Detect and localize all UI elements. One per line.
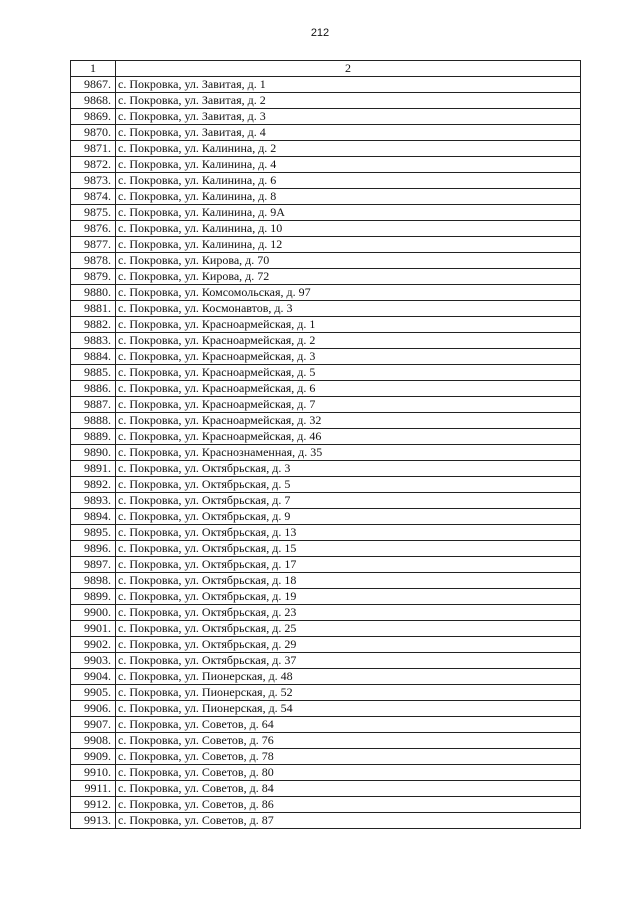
table-row bbox=[71, 557, 581, 573]
row-number-cell: 9875. bbox=[71, 205, 116, 221]
address-cell: с. Покровка, ул. Красноармейская, д. 6 bbox=[116, 381, 581, 397]
address-cell: с. Покровка, ул. Октябрьская, д. 15 bbox=[116, 541, 581, 557]
table-row bbox=[71, 349, 581, 365]
column-header-number: 1 bbox=[71, 61, 116, 77]
address-cell: с. Покровка, ул. Пионерская, д. 54 bbox=[116, 701, 581, 717]
table-row bbox=[71, 189, 581, 205]
table-row bbox=[71, 797, 581, 813]
table-row bbox=[71, 157, 581, 173]
address-cell: с. Покровка, ул. Комсомольская, д. 97 bbox=[116, 285, 581, 301]
table-row bbox=[71, 205, 581, 221]
table-row bbox=[71, 765, 581, 781]
address-cell: с. Покровка, ул. Октябрьская, д. 13 bbox=[116, 525, 581, 541]
row-number-cell: 9911. bbox=[71, 781, 116, 797]
address-cell: с. Покровка, ул. Красноармейская, д. 1 bbox=[116, 317, 581, 333]
table-row bbox=[71, 669, 581, 685]
column-header-address: 2 bbox=[116, 61, 581, 77]
address-cell: с. Покровка, ул. Краснознаменная, д. 35 bbox=[116, 445, 581, 461]
address-cell: с. Покровка, ул. Советов, д. 64 bbox=[116, 717, 581, 733]
row-number-cell: 9913. bbox=[71, 813, 116, 829]
table-row bbox=[71, 397, 581, 413]
row-number-cell: 9874. bbox=[71, 189, 116, 205]
row-number-cell: 9912. bbox=[71, 797, 116, 813]
table-row bbox=[71, 717, 581, 733]
address-cell: с. Покровка, ул. Красноармейская, д. 7 bbox=[116, 397, 581, 413]
table-row bbox=[71, 173, 581, 189]
row-number-cell: 9892. bbox=[71, 477, 116, 493]
address-cell: с. Покровка, ул. Калинина, д. 9А bbox=[116, 205, 581, 221]
address-cell: с. Покровка, ул. Калинина, д. 12 bbox=[116, 237, 581, 253]
table-row bbox=[71, 621, 581, 637]
table-row bbox=[71, 541, 581, 557]
row-number-cell: 9877. bbox=[71, 237, 116, 253]
table-row bbox=[71, 589, 581, 605]
row-number-cell: 9871. bbox=[71, 141, 116, 157]
table-row bbox=[71, 605, 581, 621]
address-cell: с. Покровка, ул. Калинина, д. 6 bbox=[116, 173, 581, 189]
address-cell: с. Покровка, ул. Красноармейская, д. 5 bbox=[116, 365, 581, 381]
address-cell: с. Покровка, ул. Красноармейская, д. 3 bbox=[116, 349, 581, 365]
address-cell: с. Покровка, ул. Советов, д. 78 bbox=[116, 749, 581, 765]
row-number-cell: 9869. bbox=[71, 109, 116, 125]
table-row bbox=[71, 749, 581, 765]
address-cell: с. Покровка, ул. Калинина, д. 2 bbox=[116, 141, 581, 157]
table-row bbox=[71, 413, 581, 429]
table-header-row bbox=[71, 61, 581, 77]
address-cell: с. Покровка, ул. Октябрьская, д. 9 bbox=[116, 509, 581, 525]
table-row bbox=[71, 285, 581, 301]
table-row bbox=[71, 461, 581, 477]
table-row bbox=[71, 237, 581, 253]
table-row bbox=[71, 813, 581, 829]
row-number-cell: 9903. bbox=[71, 653, 116, 669]
address-cell: с. Покровка, ул. Завитая, д. 1 bbox=[116, 77, 581, 93]
address-cell: с. Покровка, ул. Завитая, д. 4 bbox=[116, 125, 581, 141]
table-row bbox=[71, 733, 581, 749]
row-number-cell: 9900. bbox=[71, 605, 116, 621]
address-cell: с. Покровка, ул. Октябрьская, д. 5 bbox=[116, 477, 581, 493]
row-number-cell: 9905. bbox=[71, 685, 116, 701]
table-row bbox=[71, 781, 581, 797]
table-row bbox=[71, 653, 581, 669]
address-cell: с. Покровка, ул. Пионерская, д. 52 bbox=[116, 685, 581, 701]
address-register-table bbox=[70, 60, 581, 829]
table-row bbox=[71, 637, 581, 653]
row-number-cell: 9897. bbox=[71, 557, 116, 573]
row-number-cell: 9878. bbox=[71, 253, 116, 269]
row-number-cell: 9889. bbox=[71, 429, 116, 445]
row-number-cell: 9885. bbox=[71, 365, 116, 381]
row-number-cell: 9884. bbox=[71, 349, 116, 365]
address-cell: с. Покровка, ул. Октябрьская, д. 18 bbox=[116, 573, 581, 589]
row-number-cell: 9893. bbox=[71, 493, 116, 509]
address-cell: с. Покровка, ул. Красноармейская, д. 32 bbox=[116, 413, 581, 429]
address-cell: с. Покровка, ул. Октябрьская, д. 7 bbox=[116, 493, 581, 509]
row-number-cell: 9879. bbox=[71, 269, 116, 285]
address-cell: с. Покровка, ул. Октябрьская, д. 19 bbox=[116, 589, 581, 605]
table-body bbox=[71, 77, 581, 829]
table-row bbox=[71, 573, 581, 589]
row-number-cell: 9907. bbox=[71, 717, 116, 733]
table-row bbox=[71, 301, 581, 317]
row-number-cell: 9882. bbox=[71, 317, 116, 333]
table-row bbox=[71, 701, 581, 717]
row-number-cell: 9870. bbox=[71, 125, 116, 141]
table-row bbox=[71, 317, 581, 333]
table-row bbox=[71, 493, 581, 509]
table-row bbox=[71, 253, 581, 269]
row-number-cell: 9906. bbox=[71, 701, 116, 717]
row-number-cell: 9872. bbox=[71, 157, 116, 173]
row-number-cell: 9873. bbox=[71, 173, 116, 189]
table-row bbox=[71, 93, 581, 109]
table-row bbox=[71, 109, 581, 125]
row-number-cell: 9904. bbox=[71, 669, 116, 685]
row-number-cell: 9883. bbox=[71, 333, 116, 349]
row-number-cell: 9891. bbox=[71, 461, 116, 477]
row-number-cell: 9910. bbox=[71, 765, 116, 781]
table-row bbox=[71, 333, 581, 349]
address-cell: с. Покровка, ул. Октябрьская, д. 23 bbox=[116, 605, 581, 621]
address-cell: с. Покровка, ул. Кирова, д. 72 bbox=[116, 269, 581, 285]
table-row bbox=[71, 685, 581, 701]
table-row bbox=[71, 429, 581, 445]
address-cell: с. Покровка, ул. Красноармейская, д. 2 bbox=[116, 333, 581, 349]
address-cell: с. Покровка, ул. Октябрьская, д. 25 bbox=[116, 621, 581, 637]
address-cell: с. Покровка, ул. Красноармейская, д. 46 bbox=[116, 429, 581, 445]
row-number-cell: 9898. bbox=[71, 573, 116, 589]
address-cell: с. Покровка, ул. Калинина, д. 4 bbox=[116, 157, 581, 173]
row-number-cell: 9887. bbox=[71, 397, 116, 413]
row-number-cell: 9868. bbox=[71, 93, 116, 109]
address-cell: с. Покровка, ул. Советов, д. 84 bbox=[116, 781, 581, 797]
address-cell: с. Покровка, ул. Калинина, д. 8 bbox=[116, 189, 581, 205]
row-number-cell: 9909. bbox=[71, 749, 116, 765]
table-row bbox=[71, 509, 581, 525]
page-number: 212 bbox=[310, 27, 330, 39]
table-row bbox=[71, 525, 581, 541]
table-row bbox=[71, 381, 581, 397]
row-number-cell: 9901. bbox=[71, 621, 116, 637]
row-number-cell: 9881. bbox=[71, 301, 116, 317]
table-row bbox=[71, 125, 581, 141]
address-cell: с. Покровка, ул. Октябрьская, д. 29 bbox=[116, 637, 581, 653]
row-number-cell: 9896. bbox=[71, 541, 116, 557]
row-number-cell: 9895. bbox=[71, 525, 116, 541]
row-number-cell: 9876. bbox=[71, 221, 116, 237]
address-cell: с. Покровка, ул. Октябрьская, д. 37 bbox=[116, 653, 581, 669]
address-cell: с. Покровка, ул. Космонавтов, д. 3 bbox=[116, 301, 581, 317]
table-row bbox=[71, 269, 581, 285]
row-number-cell: 9890. bbox=[71, 445, 116, 461]
address-cell: с. Покровка, ул. Завитая, д. 2 bbox=[116, 93, 581, 109]
address-cell: с. Покровка, ул. Завитая, д. 3 bbox=[116, 109, 581, 125]
address-cell: с. Покровка, ул. Пионерская, д. 48 bbox=[116, 669, 581, 685]
row-number-cell: 9888. bbox=[71, 413, 116, 429]
row-number-cell: 9880. bbox=[71, 285, 116, 301]
table-row bbox=[71, 445, 581, 461]
row-number-cell: 9899. bbox=[71, 589, 116, 605]
table-row bbox=[71, 141, 581, 157]
address-cell: с. Покровка, ул. Кирова, д. 70 bbox=[116, 253, 581, 269]
row-number-cell: 9867. bbox=[71, 77, 116, 93]
address-cell: с. Покровка, ул. Октябрьская, д. 17 bbox=[116, 557, 581, 573]
address-cell: с. Покровка, ул. Октябрьская, д. 3 bbox=[116, 461, 581, 477]
address-cell: с. Покровка, ул. Советов, д. 86 bbox=[116, 797, 581, 813]
table-row bbox=[71, 477, 581, 493]
address-cell: с. Покровка, ул. Советов, д. 80 bbox=[116, 765, 581, 781]
table-row bbox=[71, 221, 581, 237]
table-row bbox=[71, 365, 581, 381]
row-number-cell: 9908. bbox=[71, 733, 116, 749]
row-number-cell: 9902. bbox=[71, 637, 116, 653]
address-cell: с. Покровка, ул. Советов, д. 76 bbox=[116, 733, 581, 749]
row-number-cell: 9886. bbox=[71, 381, 116, 397]
address-cell: с. Покровка, ул. Советов, д. 87 bbox=[116, 813, 581, 829]
address-cell: с. Покровка, ул. Калинина, д. 10 bbox=[116, 221, 581, 237]
row-number-cell: 9894. bbox=[71, 509, 116, 525]
table-row bbox=[71, 77, 581, 93]
